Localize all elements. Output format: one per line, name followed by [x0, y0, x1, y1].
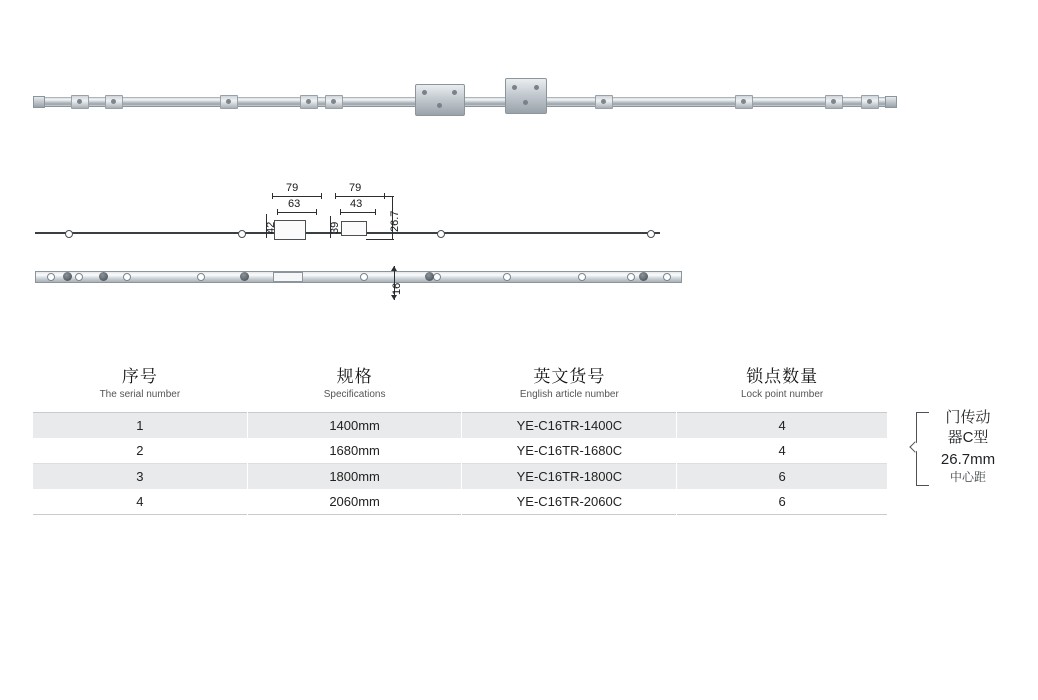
face-plate-view [35, 268, 680, 284]
pivot-point [647, 230, 655, 238]
side-note-line-4: 中心距 [949, 469, 986, 484]
dim-79-left-line [272, 196, 322, 197]
dim-tick [375, 209, 376, 215]
gearbox-profile-secondary [341, 221, 367, 236]
side-note-line-1: 门传动 [945, 409, 991, 426]
lock-cam [639, 272, 648, 281]
column-header-spec-zh: 规格 [336, 367, 373, 386]
side-note-line-3: 26.7mm [940, 450, 996, 468]
dim-tick [277, 209, 278, 215]
dim-16-label: 16 [391, 282, 403, 295]
cell-article: YE-C16TR-2060C [462, 489, 677, 515]
dim-42-label: 42 [265, 221, 277, 234]
rod-bar [35, 97, 895, 107]
dim-39-label: 39 [329, 221, 341, 234]
dim-arrow [391, 295, 397, 300]
lock-keeper [220, 95, 238, 109]
rod-end-left [33, 96, 45, 108]
pivot-point [65, 230, 73, 238]
fixing-hole [433, 273, 441, 281]
screw-hole [422, 90, 427, 95]
cell-serial: 1 [33, 413, 248, 439]
dim-26-7-ext-top [366, 196, 394, 197]
fixing-hole [578, 273, 586, 281]
screw-hole [512, 85, 517, 90]
cell-serial: 2 [33, 438, 248, 464]
screw-hole [523, 100, 528, 105]
pivot-point [437, 230, 445, 238]
dim-tick [272, 193, 273, 199]
lock-keeper [105, 95, 123, 109]
column-header-spec [247, 362, 462, 413]
perspective-view [35, 92, 895, 108]
table-header-row [33, 362, 888, 413]
column-header-spec-en: Specifications [323, 389, 386, 401]
column-header-article-zh: 英文货号 [533, 367, 606, 386]
screw-hole [452, 90, 457, 95]
fixing-hole [47, 273, 55, 281]
column-header-lockpoints-en: Lock point number [740, 389, 824, 401]
table-row [33, 413, 888, 439]
lock-cam [99, 272, 108, 281]
gearbox-profile-main [274, 220, 306, 240]
dim-tick [335, 193, 336, 199]
fixing-hole [663, 273, 671, 281]
fixing-hole [197, 273, 205, 281]
table-row [33, 464, 888, 490]
lock-keeper [861, 95, 879, 109]
screw-hole [534, 85, 539, 90]
dim-26-7-ext-bottom [366, 239, 394, 240]
specification-table [32, 362, 888, 515]
fixing-hole [503, 273, 511, 281]
dim-63-label: 63 [288, 198, 301, 210]
cell-lockpoints: 6 [677, 464, 888, 490]
lock-keeper [825, 95, 843, 109]
dim-tick [316, 209, 317, 215]
gearbox-slot [273, 272, 303, 282]
dim-arrow [391, 266, 397, 271]
cell-spec: 1800mm [247, 464, 462, 490]
fixing-hole [627, 273, 635, 281]
screw-hole [437, 103, 442, 108]
lock-keeper [325, 95, 343, 109]
dim-43-label: 43 [350, 198, 363, 210]
cell-serial: 3 [33, 464, 248, 490]
column-header-serial-zh: 序号 [121, 367, 158, 386]
lock-keeper [595, 95, 613, 109]
column-header-lockpoints-zh: 锁点数量 [746, 367, 819, 386]
column-header-lockpoints [677, 362, 888, 413]
fixing-hole [360, 273, 368, 281]
dim-79-right-label: 79 [349, 182, 362, 194]
fixing-hole [75, 273, 83, 281]
lock-cam [63, 272, 72, 281]
side-note-line-2: 器C型 [947, 429, 989, 447]
dim-tick [321, 193, 322, 199]
cell-article: YE-C16TR-1800C [462, 464, 677, 490]
cell-spec: 1400mm [247, 413, 462, 439]
lock-keeper [735, 95, 753, 109]
fixing-hole [123, 273, 131, 281]
cell-spec: 1680mm [247, 438, 462, 464]
column-header-article [462, 362, 677, 413]
column-header-article-en: English article number [519, 389, 619, 401]
product-drawings [0, 0, 1038, 330]
table-row [33, 489, 888, 515]
dim-tick [340, 209, 341, 215]
dim-63-line [277, 212, 317, 213]
pivot-point [238, 230, 246, 238]
rod-end-right [885, 96, 897, 108]
cell-lockpoints: 4 [677, 438, 888, 464]
dim-43-line [340, 212, 376, 213]
gearbox-secondary [505, 78, 547, 114]
callout-bracket [916, 412, 929, 486]
lock-keeper [300, 95, 318, 109]
side-note [930, 408, 1006, 485]
column-header-serial [33, 362, 248, 413]
cell-article: YE-C16TR-1680C [462, 438, 677, 464]
table-row [33, 438, 888, 464]
column-header-serial-en: The serial number [99, 389, 181, 401]
cell-lockpoints: 4 [677, 413, 888, 439]
cell-article: YE-C16TR-1400C [462, 413, 677, 439]
dim-79-left-label: 79 [286, 182, 299, 194]
lock-cam [240, 272, 249, 281]
gearbox-main [415, 84, 465, 116]
cell-serial: 4 [33, 489, 248, 515]
cell-lockpoints: 6 [677, 489, 888, 515]
lock-cam [425, 272, 434, 281]
dim-26-7-label: 26.7 [389, 210, 401, 232]
cell-spec: 2060mm [247, 489, 462, 515]
lock-keeper [71, 95, 89, 109]
